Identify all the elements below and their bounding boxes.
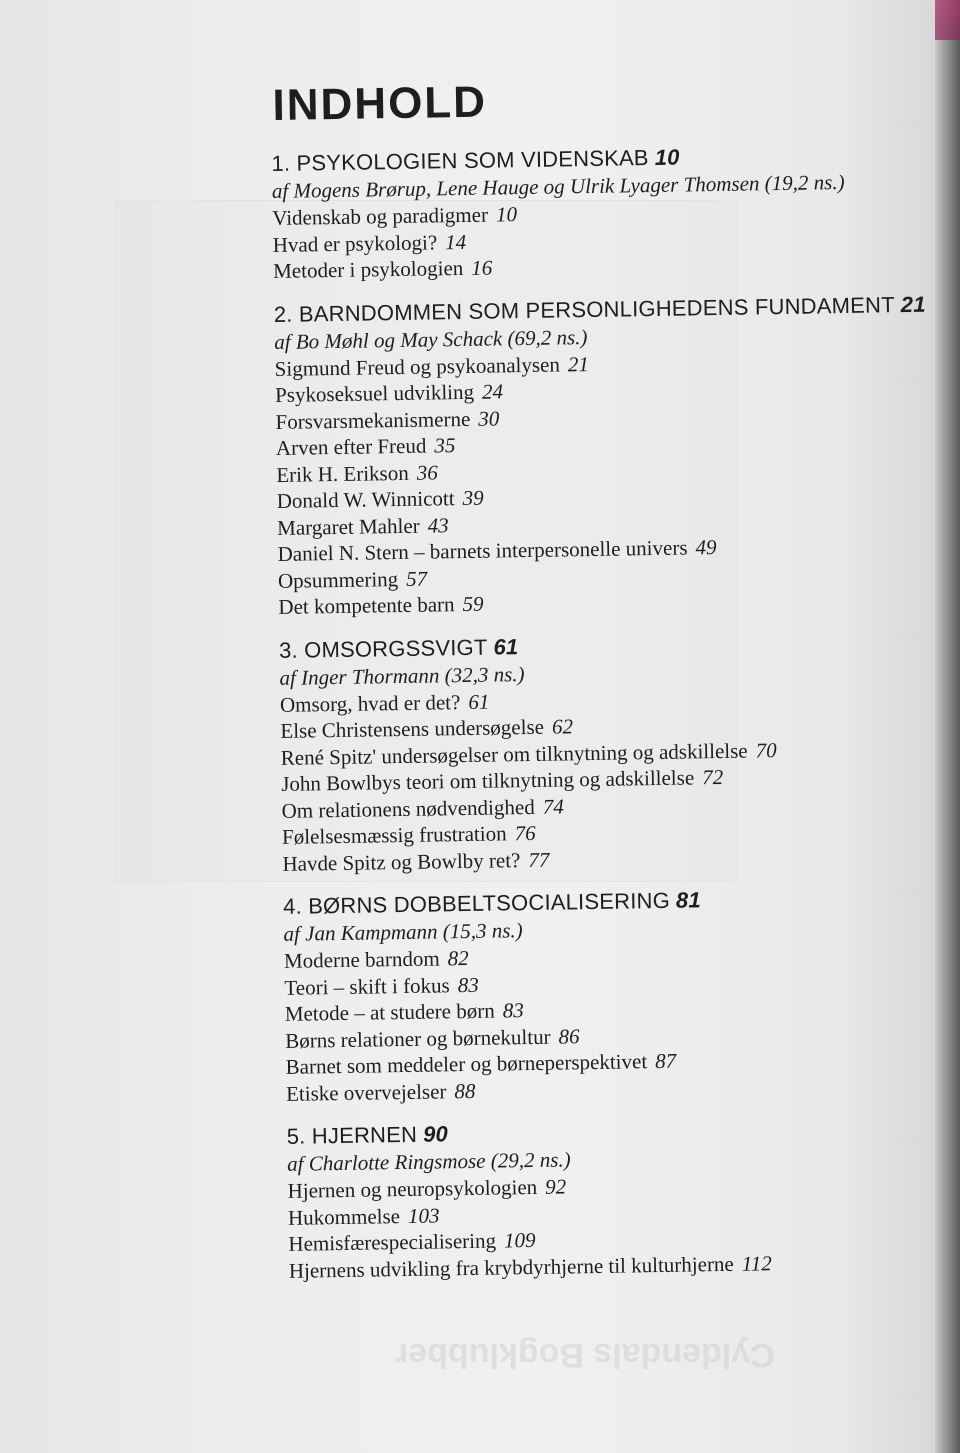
toc-entry-page: 30 (478, 405, 500, 431)
chapter (283, 883, 946, 1107)
chapter-author: af Mogens Brørup, Lene Hauge og Ulrik Lyager Thomsen (19,2 ns.) (271, 169, 845, 203)
toc-entry-label: Else Christensens undersøgelse (280, 714, 545, 743)
toc-entry-page: 77 (528, 847, 550, 872)
toc-entry-page: 39 (462, 485, 484, 511)
toc-entry-label: Donald W. Winnicott (276, 486, 455, 513)
toc-entry-page: 10 (495, 202, 518, 227)
toc-entry-page: 21 (567, 351, 590, 376)
chapter-title: 2. BARNDOMMEN SOM PERSONLIGHEDENS FUNDAMENT (273, 291, 895, 327)
toc-entry-label: Barnet som meddeler og børneperspektivet (285, 1049, 648, 1079)
toc-entry-label: Hvad er psykologi? (272, 229, 438, 257)
toc-entry-page: 49 (695, 535, 717, 560)
toc-entry-label: Margaret Mahler (276, 513, 420, 540)
chapter-page-number: 81 (675, 887, 701, 913)
toc-entry-page: 88 (454, 1078, 476, 1103)
toc-entry-page: 14 (444, 229, 467, 254)
chapter-title: 1. PSYKOLOGIEN SOM VIDENSKAB (271, 145, 649, 176)
toc-entry-label: Metoder i psykologien (272, 255, 464, 283)
toc-entry-label: Forsvarsmekanismerne (275, 406, 471, 434)
toc-entry-label: Daniel N. Stern – barnets interpersonelle univers (277, 535, 688, 566)
toc-entry-label: Moderne barndom (283, 946, 440, 973)
toc-entry-page: 16 (471, 255, 493, 280)
toc-entry-page: 76 (514, 820, 536, 846)
toc-entry-page: 83 (502, 998, 524, 1023)
chapter-title: 4. BØRNS DOBBELTSOCIALISERING (282, 887, 671, 919)
toc-entry-label: Metode – at studere børn (284, 998, 495, 1026)
chapter-author: af Bo Møhl og May Schack (69,2 ns.) (274, 324, 588, 354)
toc-entry-label: Psykoseksuel udvikling (274, 379, 475, 407)
toc-entry-label: René Spitz' undersøgelser om tilknytning og adskillelse (280, 738, 748, 770)
toc-entry-label: Børns relationer og børnekultur (285, 1024, 551, 1053)
toc-entry-label: Følelsesmæssig frustration (281, 821, 507, 849)
toc-entry-page: 82 (447, 945, 469, 971)
toc-entry-page: 70 (755, 737, 777, 762)
toc-entry-page: 62 (551, 714, 574, 739)
chapter-page-number: 90 (422, 1121, 449, 1147)
chapter (279, 626, 943, 877)
toc-entry-page: 103 (407, 1202, 440, 1228)
page-title: INDHOLD (272, 77, 488, 130)
chapter-title: 3. OMSORGSSVIGT (278, 634, 488, 663)
chapter (271, 140, 933, 285)
chapter (274, 290, 939, 620)
toc-entry-page: 36 (416, 459, 438, 485)
toc-entry-label: Hemisfærespecialisering (288, 1228, 497, 1256)
toc-entry-page: 24 (481, 379, 504, 404)
toc-entry-label: Arven efter Freud (275, 433, 427, 460)
toc-entry-label: Erik H. Erikson (276, 460, 409, 487)
toc-entry-label: Videnskab og paradigmer (272, 202, 489, 230)
toc-entry-page: 43 (427, 512, 449, 538)
table-of-contents (270, 60, 949, 1300)
toc-entry-label: Om relationens nødvendighed (281, 794, 535, 823)
chapter-author: af Jan Kampmann (15,3 ns.) (283, 918, 523, 946)
chapter (287, 1113, 949, 1284)
toc-entry-page: 61 (468, 689, 490, 714)
chapter-page-number: 61 (493, 633, 519, 660)
toc-entry-label: Hjernens udvikling fra krybdyrhjerne til kulturhjerne (288, 1251, 734, 1283)
toc-entry-label: Hjernen og neuropsykologien (287, 1174, 538, 1203)
toc-entry-page: 35 (434, 433, 456, 458)
chapter-page-number: 21 (900, 291, 926, 317)
toc-entry-label: Teori – skift i fokus (284, 972, 450, 1000)
toc-entry-label: Sigmund Freud og psykoanalysen (274, 351, 561, 381)
toc-entry-label: Omsorg, hvad er det? (279, 689, 461, 717)
toc-entry-page: 57 (405, 566, 428, 591)
toc-entry-label: Etiske overvejelser (285, 1078, 447, 1106)
toc-entry-page: 86 (558, 1023, 580, 1049)
toc-entry-page: 109 (503, 1227, 536, 1253)
toc-entry-label: Det kompetente barn (278, 592, 455, 619)
toc-entry-page: 72 (701, 764, 724, 790)
chapter-author: af Charlotte Ringsmose (29,2 ns.) (286, 1147, 571, 1176)
chapter-title: 5. HJERNEN (286, 1121, 418, 1149)
toc-entry-page: 87 (654, 1048, 677, 1074)
toc-entry-page: 59 (462, 591, 484, 617)
toc-entry-label: Havde Spitz og Bowlby ret? (282, 847, 521, 876)
show-through-text: Cyldendals Bogklubber (395, 1336, 775, 1374)
toc-entry-label: Hukommelse (287, 1203, 401, 1230)
toc-entry-page: 74 (542, 793, 564, 819)
toc-entry-page: 112 (741, 1250, 772, 1276)
chapter-page-number: 10 (654, 144, 680, 170)
toc-entry-page: 83 (457, 972, 479, 997)
page-edge (935, 0, 960, 1453)
chapter-author: af Inger Thormann (32,3 ns.) (279, 661, 525, 690)
page-edge-top (935, 0, 960, 40)
toc-entry-label: Opsummering (277, 566, 399, 593)
chapter-list (271, 140, 949, 1284)
toc-entry-label: John Bowlbys teori om tilknytning og adskillelse (281, 765, 695, 796)
toc-entry-page: 92 (545, 1174, 567, 1199)
